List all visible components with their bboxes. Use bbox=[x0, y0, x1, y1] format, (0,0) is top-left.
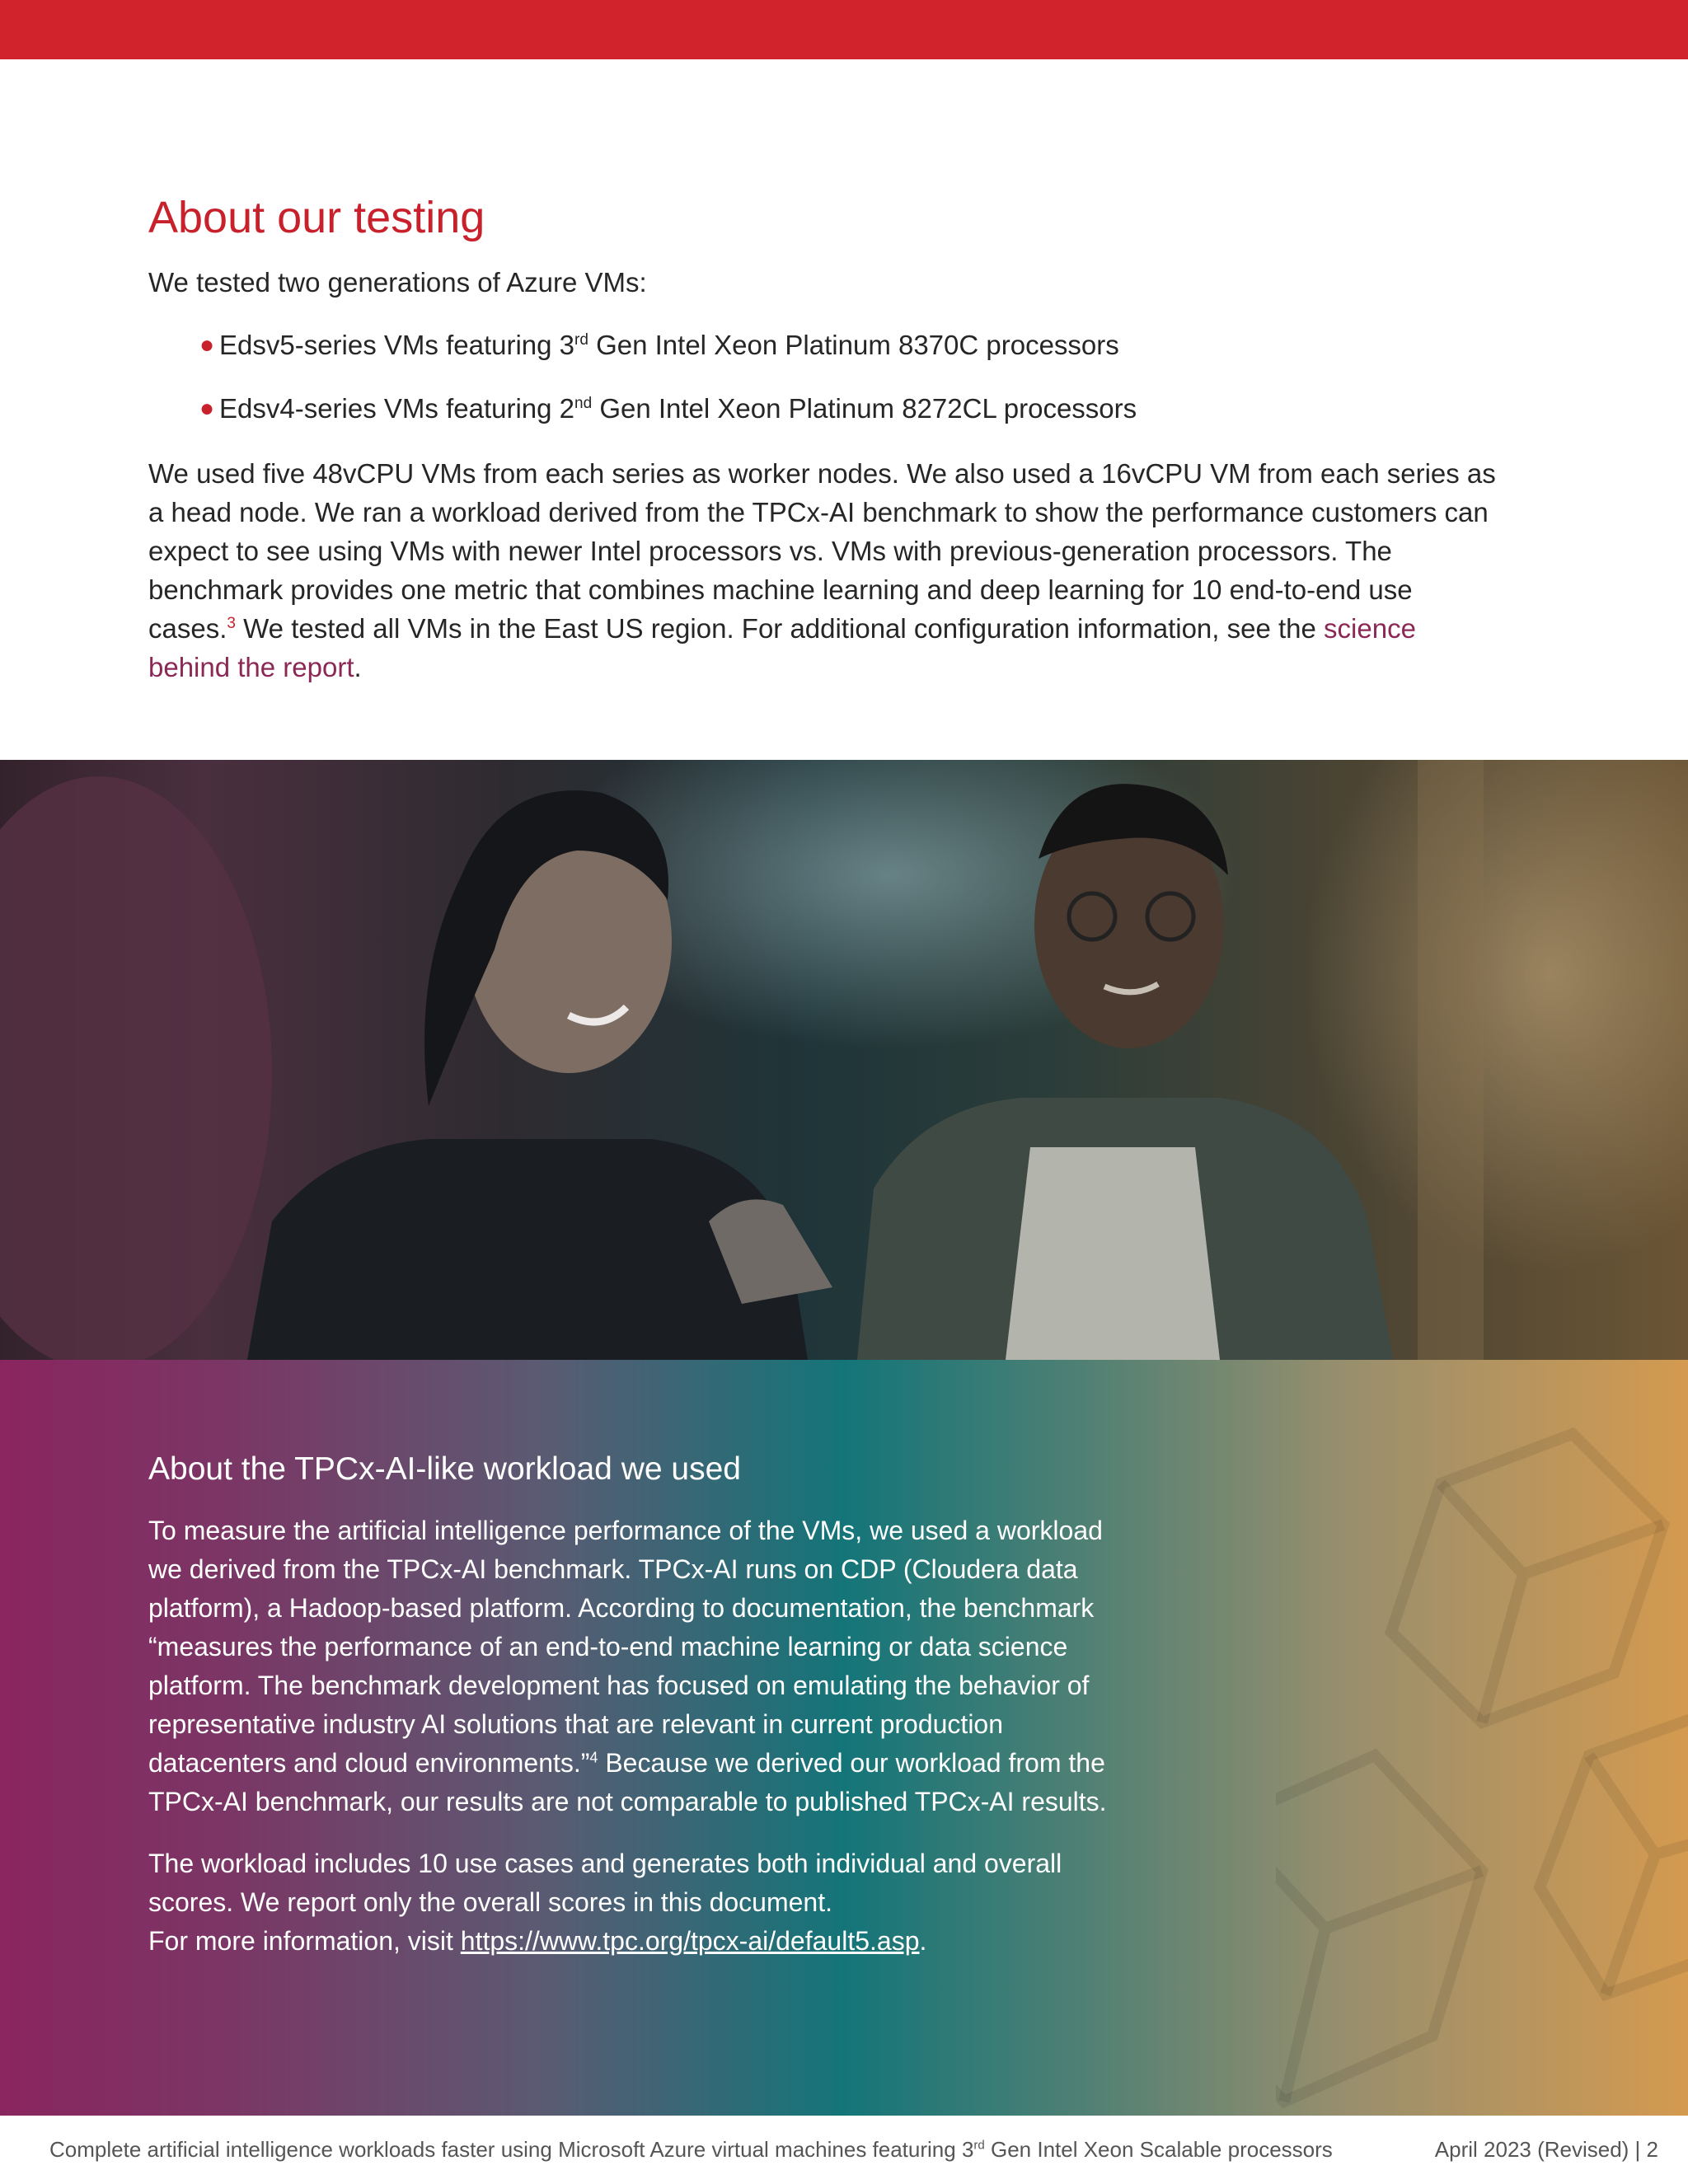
bullet-icon: ● bbox=[199, 331, 215, 359]
list-item: ● Edsv5-series VMs featuring 3rd Gen Intel Xeon Platinum 8370C processors bbox=[199, 327, 1500, 363]
tpc-url-link[interactable]: https://www.tpc.org/tpcx-ai/default5.asp bbox=[460, 1926, 920, 1956]
list-item: ● Edsv4-series VMs featuring 2nd Gen Intel Xeon Platinum 8272CL processors bbox=[199, 391, 1500, 427]
footer-date-page: April 2023 (Revised) | 2 bbox=[1434, 2137, 1658, 2162]
footnote-ref[interactable]: 3 bbox=[227, 615, 236, 632]
bullet-icon: ● bbox=[199, 395, 215, 422]
science-link[interactable]: science behind the report bbox=[148, 613, 1416, 682]
about-testing-section bbox=[148, 185, 1500, 687]
intro-text: We tested two generations of Azure VMs: bbox=[148, 267, 647, 298]
workload-paragraph-2: The workload includes 10 use cases and generates both individual and overall scores. We report only the overall scores in this document. For more information, visit https://www.tpc.org/tpcx-ai/default5.asp. bbox=[148, 1849, 1062, 1956]
footnote-ref[interactable]: 4 bbox=[589, 1749, 598, 1766]
workload-text bbox=[148, 1446, 1137, 1961]
wireframe-cube-decoration bbox=[1276, 1360, 1688, 2116]
vm-list bbox=[148, 327, 1500, 427]
photo-illustration bbox=[0, 760, 1688, 1360]
top-brand-bar bbox=[0, 0, 1688, 59]
testing-body-text: We used five 48vCPU VMs from each series as worker nodes. We also used a 16vCPU VM from each series as a head node. We ran a workload derived from the TPCx-AI benchmark to show the performance customers can expect to see using VMs with newer Intel processors vs. VMs with previous-generation processors. The benchmark provides one metric that combines machine learning and deep learning for 10 end-to-end use cases.$^3$ We tested all VMs in the East US region. For additional configuration information, see the science behind the report. bbox=[148, 458, 1496, 682]
photo-two-people bbox=[0, 760, 1688, 1360]
section-heading: About our testing bbox=[148, 193, 485, 242]
workload-heading: About the TPCx-AI-like workload we used bbox=[148, 1451, 741, 1487]
workload-paragraph-1: To measure the artificial intelligence performance of the VMs, we used a workload we derived from the TPCx-AI benchmark. TPCx-AI runs on CDP (Cloudera data platform), a Hadoop-based platform. According to documentation, the benchmark “measures the performance of an end-to-end machine learning or data science platform. The benchmark development has focused on emulating the behavior of representative industry AI solutions that are relevant in current production datacenters and cloud environments.”$^4$ Because we derived our workload from the TPCx-AI benchmark, our results are not comparable to published TPCx-AI results. bbox=[148, 1516, 1107, 1816]
page-footer bbox=[0, 2116, 1688, 2184]
workload-panel bbox=[0, 1360, 1688, 2116]
footer-document-title: Complete artificial intelligence workloads faster using Microsoft Azure virtual machines featuring 3rd Gen Intel Xeon Scalable processors bbox=[49, 2137, 1333, 2162]
